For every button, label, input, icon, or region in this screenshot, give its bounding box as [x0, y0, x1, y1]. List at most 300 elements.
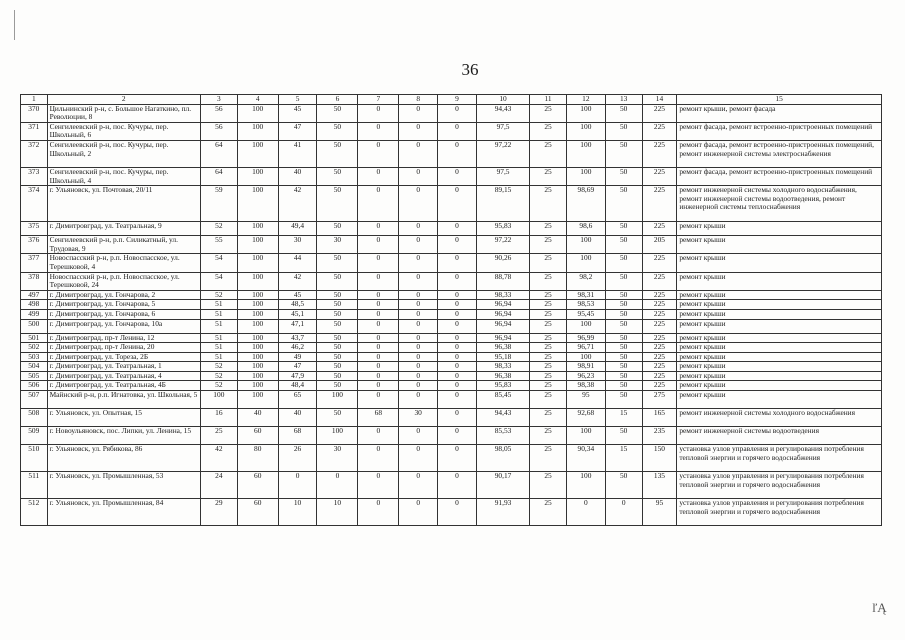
value-cell: 52 — [200, 290, 237, 300]
value-cell: 0 — [399, 362, 438, 372]
address-cell: г. Ульяновск, ул. Промышленная, 53 — [47, 472, 200, 499]
works-description-cell: ремонт инженерной системы холодного водоснабжения, ремонт инженерной системы водоотведения, ремонт инженерной системы теплоснабжения — [677, 186, 882, 222]
column-header-12: 12 — [566, 95, 605, 105]
value-cell: 0 — [358, 472, 399, 499]
value-cell: 96,23 — [566, 371, 605, 381]
value-cell: 0 — [358, 445, 399, 472]
works-description-cell: ремонт крыши — [677, 333, 882, 343]
value-cell: 0 — [278, 472, 317, 499]
value-cell: 0 — [438, 104, 477, 122]
value-cell: 89,15 — [476, 186, 529, 222]
address-cell: г. Димитровград, ул. Театральная, 1 — [47, 362, 200, 372]
value-cell: 0 — [358, 104, 399, 122]
value-cell: 25 — [530, 362, 567, 372]
value-cell: 225 — [642, 272, 677, 290]
value-cell: 98,2 — [566, 272, 605, 290]
value-cell: 100 — [237, 343, 278, 353]
column-header-4: 4 — [237, 95, 278, 105]
value-cell: 54 — [200, 272, 237, 290]
value-cell: 80 — [237, 445, 278, 472]
value-cell: 0 — [358, 122, 399, 140]
value-cell: 100 — [566, 236, 605, 254]
value-cell: 275 — [642, 391, 677, 409]
address-cell: г. Ульяновск, ул. Опытная, 15 — [47, 409, 200, 427]
value-cell: 50 — [605, 381, 642, 391]
works-description-cell: установка узлов управления и регулирования потребления тепловой энергии и горячего водоснабжения — [677, 499, 882, 526]
value-cell: 45 — [278, 104, 317, 122]
value-cell: 0 — [399, 343, 438, 353]
works-description-cell: ремонт крыши — [677, 272, 882, 290]
value-cell: 0 — [399, 499, 438, 526]
table-row — [21, 381, 882, 391]
address-cell: г. Димитровград, пр-т Ленина, 12 — [47, 333, 200, 343]
value-cell: 0 — [399, 352, 438, 362]
value-cell: 44 — [278, 254, 317, 272]
value-cell: 225 — [642, 300, 677, 310]
value-cell: 50 — [317, 272, 358, 290]
value-cell: 51 — [200, 343, 237, 353]
value-cell: 0 — [438, 272, 477, 290]
table-row — [21, 122, 882, 140]
value-cell: 100 — [566, 167, 605, 185]
value-cell: 95 — [566, 391, 605, 409]
value-cell: 25 — [530, 352, 567, 362]
value-cell: 50 — [605, 167, 642, 185]
value-cell: 50 — [317, 186, 358, 222]
value-cell: 100 — [237, 122, 278, 140]
value-cell: 0 — [358, 319, 399, 333]
value-cell: 25 — [530, 309, 567, 319]
value-cell: 10 — [317, 499, 358, 526]
value-cell: 30 — [399, 409, 438, 427]
value-cell: 43,7 — [278, 333, 317, 343]
address-cell: г. Димитровград, пр-т Ленина, 20 — [47, 343, 200, 353]
value-cell: 98,6 — [566, 222, 605, 236]
value-cell: 54 — [200, 254, 237, 272]
value-cell: 15 — [605, 409, 642, 427]
value-cell: 0 — [358, 140, 399, 167]
value-cell: 0 — [358, 362, 399, 372]
value-cell: 98,31 — [566, 290, 605, 300]
value-cell: 25 — [200, 427, 237, 445]
table-row — [21, 343, 882, 353]
value-cell: 50 — [317, 140, 358, 167]
address-cell: г. Димитровград, ул. Гончарова, 5 — [47, 300, 200, 310]
works-description-cell: ремонт крыши — [677, 343, 882, 353]
address-cell: Сенгилеевский р-н, пос. Кучуры, пер. Школьный, 6 — [47, 122, 200, 140]
value-cell: 50 — [605, 300, 642, 310]
works-description-cell: ремонт крыши — [677, 319, 882, 333]
row-number-cell: 500 — [21, 319, 48, 333]
value-cell: 100 — [237, 319, 278, 333]
value-cell: 95 — [642, 499, 677, 526]
column-header-8: 8 — [399, 95, 438, 105]
value-cell: 0 — [399, 236, 438, 254]
value-cell: 25 — [530, 391, 567, 409]
works-description-cell: ремонт крыши — [677, 371, 882, 381]
value-cell: 0 — [438, 290, 477, 300]
value-cell: 97,22 — [476, 140, 529, 167]
row-number-cell: 371 — [21, 122, 48, 140]
address-cell: Сенгилеевский р-н, р.п. Силикатный, ул. Трудовая, 9 — [47, 236, 200, 254]
table-row — [21, 391, 882, 409]
value-cell: 0 — [358, 186, 399, 222]
value-cell: 50 — [605, 362, 642, 372]
value-cell: 100 — [317, 427, 358, 445]
value-cell: 24 — [200, 472, 237, 499]
address-cell: Майнский р-н, р.п. Игнатовка, ул. Школьная, 5 — [47, 391, 200, 409]
table-row — [21, 445, 882, 472]
scan-artifact-mark: ľĄ — [872, 600, 887, 615]
value-cell: 30 — [317, 445, 358, 472]
row-number-cell: 508 — [21, 409, 48, 427]
value-cell: 0 — [358, 343, 399, 353]
value-cell: 225 — [642, 104, 677, 122]
value-cell: 100 — [566, 122, 605, 140]
row-number-cell: 511 — [21, 472, 48, 499]
value-cell: 96,99 — [566, 333, 605, 343]
value-cell: 0 — [566, 499, 605, 526]
value-cell: 0 — [438, 254, 477, 272]
address-cell: г. Димитровград, ул. Театральная, 4Б — [47, 381, 200, 391]
value-cell: 51 — [200, 319, 237, 333]
table-row — [21, 333, 882, 343]
works-description-cell: ремонт крыши — [677, 381, 882, 391]
value-cell: 225 — [642, 333, 677, 343]
value-cell: 95,45 — [566, 309, 605, 319]
value-cell: 50 — [605, 272, 642, 290]
value-cell: 0 — [399, 309, 438, 319]
column-header-1: 1 — [21, 95, 48, 105]
works-description-cell: ремонт крыши — [677, 254, 882, 272]
table-row — [21, 362, 882, 372]
value-cell: 225 — [642, 352, 677, 362]
value-cell: 100 — [317, 391, 358, 409]
value-cell: 25 — [530, 122, 567, 140]
value-cell: 50 — [317, 333, 358, 343]
value-cell: 225 — [642, 186, 677, 222]
value-cell: 90,34 — [566, 445, 605, 472]
value-cell: 50 — [605, 309, 642, 319]
value-cell: 235 — [642, 427, 677, 445]
address-cell: г. Ульяновск, ул. Почтовая, 20/11 — [47, 186, 200, 222]
value-cell: 0 — [358, 391, 399, 409]
value-cell: 225 — [642, 222, 677, 236]
value-cell: 56 — [200, 104, 237, 122]
value-cell: 25 — [530, 445, 567, 472]
value-cell: 25 — [530, 371, 567, 381]
value-cell: 50 — [317, 167, 358, 185]
table-row — [21, 499, 882, 526]
column-header-14: 14 — [642, 95, 677, 105]
value-cell: 29 — [200, 499, 237, 526]
address-cell: г. Димитровград, ул. Гончарова, 2 — [47, 290, 200, 300]
address-cell: г. Димитровград, ул. Театральная, 4 — [47, 371, 200, 381]
row-number-cell: 374 — [21, 186, 48, 222]
value-cell: 0 — [358, 309, 399, 319]
value-cell: 25 — [530, 427, 567, 445]
value-cell: 0 — [399, 104, 438, 122]
value-cell: 96,94 — [476, 300, 529, 310]
value-cell: 96,94 — [476, 309, 529, 319]
table-row — [21, 290, 882, 300]
value-cell: 100 — [200, 391, 237, 409]
works-description-cell: ремонт фасада, ремонт встроенно-пристроенных помещений — [677, 167, 882, 185]
value-cell: 50 — [605, 254, 642, 272]
value-cell: 50 — [317, 362, 358, 372]
value-cell: 100 — [237, 381, 278, 391]
value-cell: 165 — [642, 409, 677, 427]
value-cell: 100 — [237, 362, 278, 372]
value-cell: 98,33 — [476, 290, 529, 300]
value-cell: 51 — [200, 333, 237, 343]
value-cell: 0 — [399, 427, 438, 445]
column-header-2: 2 — [47, 95, 200, 105]
value-cell: 0 — [358, 352, 399, 362]
value-cell: 225 — [642, 140, 677, 167]
value-cell: 47 — [278, 362, 317, 372]
value-cell: 50 — [605, 391, 642, 409]
value-cell: 225 — [642, 167, 677, 185]
works-description-cell: ремонт крыши — [677, 290, 882, 300]
value-cell: 50 — [317, 122, 358, 140]
value-cell: 26 — [278, 445, 317, 472]
value-cell: 65 — [278, 391, 317, 409]
value-cell: 50 — [317, 343, 358, 353]
value-cell: 50 — [317, 104, 358, 122]
value-cell: 52 — [200, 362, 237, 372]
value-cell: 25 — [530, 272, 567, 290]
value-cell: 50 — [317, 381, 358, 391]
value-cell: 25 — [530, 167, 567, 185]
value-cell: 59 — [200, 186, 237, 222]
address-cell: Новоспасский р-н, р.п. Новоспасское, ул. Терешковой, 24 — [47, 272, 200, 290]
table-row — [21, 472, 882, 499]
value-cell: 50 — [605, 319, 642, 333]
value-cell: 0 — [399, 290, 438, 300]
value-cell: 0 — [399, 272, 438, 290]
table-row — [21, 186, 882, 222]
value-cell: 49 — [278, 352, 317, 362]
value-cell: 60 — [237, 472, 278, 499]
value-cell: 25 — [530, 140, 567, 167]
value-cell: 100 — [566, 254, 605, 272]
value-cell: 0 — [358, 371, 399, 381]
table-row — [21, 300, 882, 310]
row-number-cell: 507 — [21, 391, 48, 409]
value-cell: 0 — [399, 371, 438, 381]
value-cell: 100 — [237, 186, 278, 222]
works-description-cell: ремонт инженерной системы холодного водоснабжения — [677, 409, 882, 427]
value-cell: 48,4 — [278, 381, 317, 391]
address-cell: г. Димитровград, ул. Театральная, 9 — [47, 222, 200, 236]
value-cell: 30 — [278, 236, 317, 254]
table-row — [21, 371, 882, 381]
value-cell: 92,68 — [566, 409, 605, 427]
value-cell: 50 — [317, 290, 358, 300]
value-cell: 100 — [237, 352, 278, 362]
works-description-cell: ремонт крыши — [677, 300, 882, 310]
column-header-9: 9 — [438, 95, 477, 105]
column-header-6: 6 — [317, 95, 358, 105]
value-cell: 100 — [237, 254, 278, 272]
value-cell: 98,69 — [566, 186, 605, 222]
value-cell: 0 — [605, 499, 642, 526]
row-number-cell: 505 — [21, 371, 48, 381]
works-description-cell: установка узлов управления и регулирования потребления тепловой энергии и горячего водоснабжения — [677, 445, 882, 472]
row-number-cell: 370 — [21, 104, 48, 122]
value-cell: 85,53 — [476, 427, 529, 445]
row-number-cell: 510 — [21, 445, 48, 472]
value-cell: 25 — [530, 409, 567, 427]
value-cell: 25 — [530, 290, 567, 300]
value-cell: 225 — [642, 309, 677, 319]
value-cell: 0 — [399, 140, 438, 167]
row-number-cell: 506 — [21, 381, 48, 391]
address-cell: г. Димитровград, ул. Тореза, 2Б — [47, 352, 200, 362]
value-cell: 40 — [278, 409, 317, 427]
works-description-cell: ремонт крыши — [677, 391, 882, 409]
value-cell: 30 — [317, 236, 358, 254]
value-cell: 98,53 — [566, 300, 605, 310]
value-cell: 0 — [438, 140, 477, 167]
value-cell: 225 — [642, 343, 677, 353]
value-cell: 100 — [237, 290, 278, 300]
value-cell: 98,05 — [476, 445, 529, 472]
value-cell: 0 — [438, 445, 477, 472]
value-cell: 50 — [605, 186, 642, 222]
value-cell: 51 — [200, 352, 237, 362]
value-cell: 100 — [237, 371, 278, 381]
value-cell: 25 — [530, 222, 567, 236]
value-cell: 50 — [605, 236, 642, 254]
value-cell: 45,1 — [278, 309, 317, 319]
table-body — [21, 104, 882, 525]
value-cell: 25 — [530, 472, 567, 499]
row-number-cell: 503 — [21, 352, 48, 362]
value-cell: 0 — [438, 371, 477, 381]
table-row — [21, 319, 882, 333]
value-cell: 0 — [438, 309, 477, 319]
value-cell: 50 — [605, 352, 642, 362]
value-cell: 150 — [642, 445, 677, 472]
value-cell: 0 — [358, 290, 399, 300]
value-cell: 15 — [605, 445, 642, 472]
value-cell: 25 — [530, 236, 567, 254]
value-cell: 97,22 — [476, 236, 529, 254]
row-number-cell: 509 — [21, 427, 48, 445]
value-cell: 40 — [237, 409, 278, 427]
value-cell: 52 — [200, 371, 237, 381]
works-description-cell: ремонт инженерной системы водоотведения — [677, 427, 882, 445]
table-row — [21, 309, 882, 319]
value-cell: 49,4 — [278, 222, 317, 236]
value-cell: 90,17 — [476, 472, 529, 499]
address-cell: г. Димитровград, ул. Гончарова, 6 — [47, 309, 200, 319]
row-number-cell: 376 — [21, 236, 48, 254]
value-cell: 50 — [317, 300, 358, 310]
table-row — [21, 254, 882, 272]
value-cell: 0 — [399, 445, 438, 472]
value-cell: 42 — [200, 445, 237, 472]
value-cell: 96,71 — [566, 343, 605, 353]
value-cell: 47 — [278, 122, 317, 140]
value-cell: 0 — [358, 222, 399, 236]
value-cell: 60 — [237, 499, 278, 526]
value-cell: 50 — [605, 104, 642, 122]
value-cell: 0 — [399, 391, 438, 409]
table-row — [21, 352, 882, 362]
value-cell: 100 — [237, 236, 278, 254]
row-number-cell: 377 — [21, 254, 48, 272]
address-cell: Сенгилеевский р-н, пос. Кучуры, пер. Школьный, 2 — [47, 140, 200, 167]
row-number-cell: 504 — [21, 362, 48, 372]
value-cell: 225 — [642, 290, 677, 300]
value-cell: 0 — [438, 352, 477, 362]
value-cell: 95,18 — [476, 352, 529, 362]
value-cell: 0 — [358, 333, 399, 343]
value-cell: 47,1 — [278, 319, 317, 333]
value-cell: 95,83 — [476, 222, 529, 236]
table-header — [21, 95, 882, 105]
row-number-cell: 499 — [21, 309, 48, 319]
value-cell: 225 — [642, 371, 677, 381]
value-cell: 97,5 — [476, 122, 529, 140]
value-cell: 0 — [438, 319, 477, 333]
value-cell: 0 — [438, 381, 477, 391]
value-cell: 225 — [642, 319, 677, 333]
value-cell: 0 — [438, 122, 477, 140]
column-header-15: 15 — [677, 95, 882, 105]
value-cell: 96,38 — [476, 343, 529, 353]
address-cell: г. Новоульяновск, пос. Липки, ул. Ленина, 15 — [47, 427, 200, 445]
value-cell: 0 — [399, 333, 438, 343]
value-cell: 0 — [399, 167, 438, 185]
value-cell: 0 — [438, 236, 477, 254]
value-cell: 56 — [200, 122, 237, 140]
value-cell: 50 — [605, 140, 642, 167]
value-cell: 0 — [438, 472, 477, 499]
value-cell: 51 — [200, 300, 237, 310]
value-cell: 0 — [358, 499, 399, 526]
column-header-3: 3 — [200, 95, 237, 105]
scan-corner-mark — [14, 10, 17, 40]
table-row — [21, 427, 882, 445]
value-cell: 98,38 — [566, 381, 605, 391]
value-cell: 41 — [278, 140, 317, 167]
value-cell: 96,94 — [476, 319, 529, 333]
works-description-cell: ремонт крыши — [677, 222, 882, 236]
table-row — [21, 104, 882, 122]
value-cell: 100 — [566, 352, 605, 362]
value-cell: 0 — [399, 222, 438, 236]
value-cell: 225 — [642, 362, 677, 372]
value-cell: 52 — [200, 222, 237, 236]
value-cell: 100 — [237, 140, 278, 167]
table-row — [21, 167, 882, 185]
works-description-cell: ремонт фасада, ремонт встроенно-пристроенных помещений — [677, 122, 882, 140]
value-cell: 60 — [237, 427, 278, 445]
value-cell: 50 — [605, 333, 642, 343]
value-cell: 0 — [438, 222, 477, 236]
value-cell: 42 — [278, 272, 317, 290]
value-cell: 0 — [438, 167, 477, 185]
value-cell: 0 — [358, 272, 399, 290]
value-cell: 100 — [237, 167, 278, 185]
value-cell: 97,5 — [476, 167, 529, 185]
value-cell: 50 — [317, 309, 358, 319]
value-cell: 0 — [399, 254, 438, 272]
